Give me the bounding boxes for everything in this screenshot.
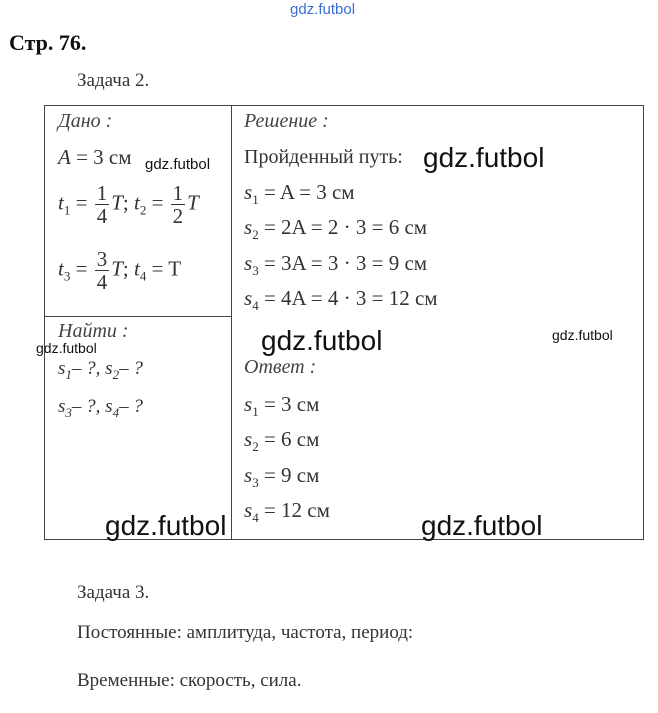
find-s3-s4: $s_3-$ ?, $s_4-$ ? [58, 396, 143, 420]
watermark: gdz.futbol [261, 325, 383, 356]
solution-row-s1: $s_1 = A = 3$ см [244, 180, 355, 207]
given-t1-t2: $t_1$ = $\frac{1}{4}$ T; $t_2$ = $\frac{1}{2}$ T [58, 181, 199, 228]
watermark: gdz.futbol [423, 142, 545, 173]
task3-variables: Временные: скорость, сила. [77, 670, 302, 691]
table-border-left [44, 105, 45, 540]
solution-row-s2: $s_2 = 2A = 2 \cdot 3 = 6$ см [244, 215, 428, 242]
solution-row-s3: $s_3 = 3A = 3 \cdot 3 = 9$ см [244, 251, 428, 278]
solution-path-label: Пройденный путь: [244, 146, 403, 168]
watermark-top: gdz.futbol [290, 1, 356, 18]
watermark: gdz.futbol [145, 156, 211, 173]
find-heading: Найти : [58, 320, 129, 342]
table-border-right [643, 105, 644, 540]
table-divider-vertical [231, 105, 232, 540]
watermark: gdz.futbol [421, 510, 543, 541]
page-title: Стр. 76. [9, 30, 87, 55]
task2-title: Задача 2. [77, 70, 150, 91]
given-amplitude: A = 3 см [58, 145, 132, 169]
answer-row-s3: $s_3 = 9$ см [244, 463, 320, 490]
answer-heading: Ответ : [244, 356, 317, 378]
find-s1-s2: $s_1-$ ?, $s_2-$ ? [58, 358, 143, 382]
task3-constants: Постоянные: амплитуда, частота, период: [77, 622, 414, 643]
answer-row-s1: $s_1 = 3$ см [244, 392, 320, 419]
watermark: gdz.futbol [105, 510, 227, 541]
watermark: gdz.futbol [552, 327, 613, 343]
given-t3-t4: $t_3$ = $\frac{3}{4}$ T; $t_4 = T$ [58, 247, 182, 294]
solution-row-s4: $s_4 = 4A = 4 \cdot 3 = 12$ см [244, 286, 438, 313]
solution-heading: Решение : [244, 110, 329, 132]
given-heading: Дано : [58, 110, 113, 132]
fraction-one-half: $\frac{1}{2}$ [172, 181, 184, 228]
fraction-one-quarter: $\frac{1}{4}$ [96, 181, 108, 228]
table-divider-horizontal [44, 316, 232, 317]
task3-title: Задача 3. [77, 582, 150, 603]
fraction-three-quarters: $\frac{3}{4}$ [96, 247, 108, 294]
answer-row-s2: $s_2 = 6$ см [244, 427, 320, 454]
watermark: gdz.futbol [36, 340, 97, 356]
table-border-top [44, 105, 644, 106]
answer-row-s4: $s_4 = 12$ см [244, 498, 330, 525]
